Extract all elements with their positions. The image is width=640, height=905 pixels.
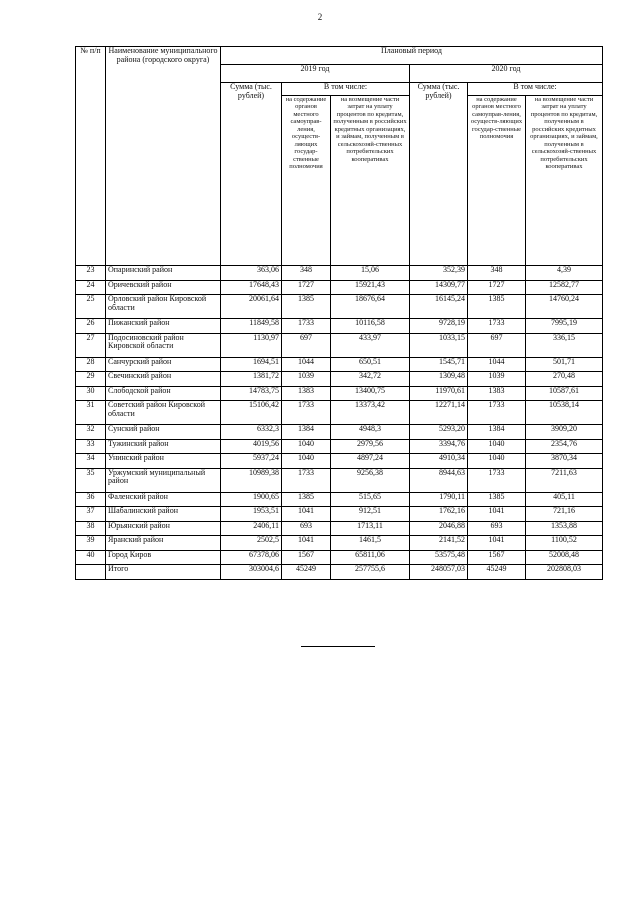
- interest-compensation-2019-cell: 342,72: [331, 372, 410, 387]
- table-row: [76, 401, 603, 425]
- sum-2019-cell: 303004,6: [221, 565, 282, 580]
- interest-compensation-2020-cell: 14760,24: [526, 295, 603, 319]
- admin-costs-2019-cell: 1385: [282, 492, 331, 507]
- interest-compensation-2019-cell: 1461,5: [331, 536, 410, 551]
- sum-2020-cell: 4910,34: [410, 454, 468, 469]
- table-row: [76, 357, 603, 372]
- row-number-cell: 23: [76, 266, 106, 281]
- district-name-cell: Подосиновский район Кировской области: [106, 333, 221, 357]
- sum-2020-cell: 1545,71: [410, 357, 468, 372]
- admin-costs-2020-cell: 1040: [468, 454, 526, 469]
- interest-compensation-2020-cell: 7211,63: [526, 468, 603, 492]
- admin-costs-2020-cell: 348: [468, 266, 526, 281]
- table-row: [76, 468, 603, 492]
- header-including-2020: В том числе:: [468, 83, 603, 96]
- sum-2020-cell: 9728,19: [410, 319, 468, 334]
- sum-2019-cell: 6332,3: [221, 425, 282, 440]
- header-year-2020: 2020 год: [410, 65, 603, 83]
- sum-2019-cell: 1694,51: [221, 357, 282, 372]
- table-row: [76, 333, 603, 357]
- table-row: [76, 266, 603, 281]
- row-number-cell: 34: [76, 454, 106, 469]
- sum-2020-cell: 5293,20: [410, 425, 468, 440]
- sum-2020-cell: 53575,48: [410, 550, 468, 565]
- interest-compensation-2019-cell: 65811,06: [331, 550, 410, 565]
- sum-2019-cell: 15106,42: [221, 401, 282, 425]
- table-row: [76, 536, 603, 551]
- table-row: [76, 454, 603, 469]
- admin-costs-2019-cell: 1041: [282, 536, 331, 551]
- table-row: [76, 319, 603, 334]
- admin-costs-2020-cell: 1385: [468, 295, 526, 319]
- sum-2019-cell: 14783,75: [221, 386, 282, 401]
- header-including-2019: В том числе:: [282, 83, 410, 96]
- header-admin-costs-2019: на содержание органов местного самоуправ-ления, осуществ-ляющих государ-ственные полномочия: [282, 96, 331, 266]
- interest-compensation-2019-cell: 13400,75: [331, 386, 410, 401]
- interest-compensation-2020-cell: 3870,34: [526, 454, 603, 469]
- admin-costs-2019-cell: 45249: [282, 565, 331, 580]
- interest-compensation-2020-cell: 3909,20: [526, 425, 603, 440]
- admin-costs-2019-cell: 1385: [282, 295, 331, 319]
- admin-costs-2020-cell: 1567: [468, 550, 526, 565]
- admin-costs-2020-cell: 697: [468, 333, 526, 357]
- sum-2019-cell: 4019,56: [221, 439, 282, 454]
- admin-costs-2019-cell: 693: [282, 521, 331, 536]
- table-row: [76, 425, 603, 440]
- header-interest-compensation-2020: на возмещение части затрат на уплату процентов по кредитам, полученным в российских кредитных организациях, и займам, полученным в сельскохозяй-ственных потребительских кооперативах: [526, 96, 603, 266]
- row-number-cell: 33: [76, 439, 106, 454]
- table-row: [76, 521, 603, 536]
- interest-compensation-2019-cell: 15921,43: [331, 280, 410, 295]
- table-row: [76, 386, 603, 401]
- sum-2019-cell: 363,06: [221, 266, 282, 281]
- row-number-cell: 39: [76, 536, 106, 551]
- sum-2019-cell: 2406,11: [221, 521, 282, 536]
- district-name-cell: Опаринский район: [106, 266, 221, 281]
- table-row: [76, 507, 603, 522]
- row-number-cell: 25: [76, 295, 106, 319]
- interest-compensation-2019-cell: 15,06: [331, 266, 410, 281]
- admin-costs-2020-cell: 1039: [468, 372, 526, 387]
- sum-2019-cell: 17648,43: [221, 280, 282, 295]
- district-name-cell: Тужинский район: [106, 439, 221, 454]
- sum-2020-cell: 248057,03: [410, 565, 468, 580]
- row-number-cell: 37: [76, 507, 106, 522]
- table-row: [76, 565, 603, 580]
- admin-costs-2019-cell: 1383: [282, 386, 331, 401]
- row-number-cell: 30: [76, 386, 106, 401]
- sum-2019-cell: 11849,58: [221, 319, 282, 334]
- interest-compensation-2019-cell: 10116,58: [331, 319, 410, 334]
- sum-2019-cell: 5937,24: [221, 454, 282, 469]
- table-row: [76, 280, 603, 295]
- sum-2020-cell: 1309,48: [410, 372, 468, 387]
- sum-2020-cell: 11970,61: [410, 386, 468, 401]
- admin-costs-2020-cell: 1733: [468, 401, 526, 425]
- admin-costs-2019-cell: 1384: [282, 425, 331, 440]
- row-number-cell: 27: [76, 333, 106, 357]
- interest-compensation-2019-cell: 9256,38: [331, 468, 410, 492]
- row-number-cell: 26: [76, 319, 106, 334]
- sum-2019-cell: 1381,72: [221, 372, 282, 387]
- interest-compensation-2020-cell: 10587,61: [526, 386, 603, 401]
- row-number-cell: [76, 565, 106, 580]
- interest-compensation-2019-cell: 13373,42: [331, 401, 410, 425]
- admin-costs-2020-cell: 1044: [468, 357, 526, 372]
- table-row: [76, 439, 603, 454]
- interest-compensation-2020-cell: 336,15: [526, 333, 603, 357]
- sum-2020-cell: 2046,88: [410, 521, 468, 536]
- header-planned-period: Плановый период: [221, 47, 603, 65]
- interest-compensation-2020-cell: 2354,76: [526, 439, 603, 454]
- row-number-cell: 38: [76, 521, 106, 536]
- page-number: 2: [317, 12, 323, 22]
- admin-costs-2019-cell: 1044: [282, 357, 331, 372]
- admin-costs-2020-cell: 1041: [468, 507, 526, 522]
- interest-compensation-2019-cell: 4948,3: [331, 425, 410, 440]
- admin-costs-2020-cell: 693: [468, 521, 526, 536]
- interest-compensation-2019-cell: 18676,64: [331, 295, 410, 319]
- district-name-cell: Юрьянский район: [106, 521, 221, 536]
- district-name-cell: Санчурский район: [106, 357, 221, 372]
- row-number-cell: 29: [76, 372, 106, 387]
- district-name-cell: Яранский район: [106, 536, 221, 551]
- sum-2019-cell: 2502,5: [221, 536, 282, 551]
- header-sum-2020: Сумма (тыс. рублей): [410, 83, 468, 266]
- table-body: [76, 266, 603, 580]
- sum-2020-cell: 352,39: [410, 266, 468, 281]
- admin-costs-2020-cell: 1041: [468, 536, 526, 551]
- header-admin-costs-2020: на содержание органов местного самоуправ-ления, осуществ-ляющих государ-ственные полномочия: [468, 96, 526, 266]
- district-name-cell: Советский район Кировской области: [106, 401, 221, 425]
- interest-compensation-2020-cell: 52008,48: [526, 550, 603, 565]
- admin-costs-2019-cell: 1039: [282, 372, 331, 387]
- table-row: [76, 492, 603, 507]
- admin-costs-2019-cell: 348: [282, 266, 331, 281]
- interest-compensation-2020-cell: 405,11: [526, 492, 603, 507]
- district-name-cell: Сунский район: [106, 425, 221, 440]
- row-number-cell: 28: [76, 357, 106, 372]
- admin-costs-2019-cell: 1040: [282, 439, 331, 454]
- interest-compensation-2020-cell: 270,48: [526, 372, 603, 387]
- sum-2020-cell: 8944,63: [410, 468, 468, 492]
- admin-costs-2020-cell: 1385: [468, 492, 526, 507]
- sum-2020-cell: 1033,15: [410, 333, 468, 357]
- interest-compensation-2019-cell: 2979,56: [331, 439, 410, 454]
- interest-compensation-2020-cell: 12582,77: [526, 280, 603, 295]
- district-name-cell: Свечинский район: [106, 372, 221, 387]
- interest-compensation-2020-cell: 7995,19: [526, 319, 603, 334]
- row-number-cell: 24: [76, 280, 106, 295]
- header-district-name: Наименование муниципального района (городского округа): [106, 47, 221, 266]
- admin-costs-2019-cell: 697: [282, 333, 331, 357]
- sum-2020-cell: 3394,76: [410, 439, 468, 454]
- admin-costs-2019-cell: 1567: [282, 550, 331, 565]
- table-row: [76, 372, 603, 387]
- header-sum-2019: Сумма (тыс. рублей): [221, 83, 282, 266]
- admin-costs-2020-cell: 1733: [468, 319, 526, 334]
- district-name-cell: Город Киров: [106, 550, 221, 565]
- interest-compensation-2019-cell: 515,65: [331, 492, 410, 507]
- row-number-cell: 36: [76, 492, 106, 507]
- row-number-cell: 31: [76, 401, 106, 425]
- district-name-cell: Пижанский район: [106, 319, 221, 334]
- sum-2019-cell: 67378,06: [221, 550, 282, 565]
- sum-2019-cell: 10989,38: [221, 468, 282, 492]
- district-name-cell: Унинский район: [106, 454, 221, 469]
- row-number-cell: 32: [76, 425, 106, 440]
- interest-compensation-2019-cell: 912,51: [331, 507, 410, 522]
- admin-costs-2019-cell: 1041: [282, 507, 331, 522]
- admin-costs-2020-cell: 1040: [468, 439, 526, 454]
- admin-costs-2019-cell: 1733: [282, 319, 331, 334]
- sum-2020-cell: 12271,14: [410, 401, 468, 425]
- row-number-cell: 40: [76, 550, 106, 565]
- admin-costs-2020-cell: 1383: [468, 386, 526, 401]
- admin-costs-2020-cell: 45249: [468, 565, 526, 580]
- admin-costs-2019-cell: 1040: [282, 454, 331, 469]
- header-year-2019: 2019 год: [221, 65, 410, 83]
- row-number-cell: 35: [76, 468, 106, 492]
- interest-compensation-2020-cell: 1100,52: [526, 536, 603, 551]
- interest-compensation-2020-cell: 202808,03: [526, 565, 603, 580]
- table-row: [76, 295, 603, 319]
- admin-costs-2020-cell: 1733: [468, 468, 526, 492]
- sum-2020-cell: 14309,77: [410, 280, 468, 295]
- interest-compensation-2020-cell: 4,39: [526, 266, 603, 281]
- table-row: [76, 550, 603, 565]
- admin-costs-2019-cell: 1727: [282, 280, 331, 295]
- district-name-cell: Итого: [106, 565, 221, 580]
- interest-compensation-2020-cell: 1353,88: [526, 521, 603, 536]
- interest-compensation-2020-cell: 501,71: [526, 357, 603, 372]
- interest-compensation-2020-cell: 721,16: [526, 507, 603, 522]
- district-name-cell: Слободской район: [106, 386, 221, 401]
- interest-compensation-2019-cell: 433,97: [331, 333, 410, 357]
- district-name-cell: Шабалинский район: [106, 507, 221, 522]
- sum-2020-cell: 2141,52: [410, 536, 468, 551]
- sum-2019-cell: 1130,97: [221, 333, 282, 357]
- sum-2019-cell: 1900,65: [221, 492, 282, 507]
- admin-costs-2019-cell: 1733: [282, 401, 331, 425]
- interest-compensation-2019-cell: 4897,24: [331, 454, 410, 469]
- district-name-cell: Уржумский муниципальный район: [106, 468, 221, 492]
- district-name-cell: Оричевский район: [106, 280, 221, 295]
- admin-costs-2020-cell: 1384: [468, 425, 526, 440]
- interest-compensation-2019-cell: 257755,6: [331, 565, 410, 580]
- header-number: № п/п: [76, 47, 106, 266]
- sum-2020-cell: 1762,16: [410, 507, 468, 522]
- interest-compensation-2020-cell: 10538,14: [526, 401, 603, 425]
- sum-2020-cell: 16145,24: [410, 295, 468, 319]
- header-interest-compensation-2019: на возмещение части затрат на уплату процентов по кредитам, полученным в российских кредитных организациях, и займам, полученным в сельскохозяй-ственных потребительских кооперативах: [331, 96, 410, 266]
- budget-table: [75, 46, 603, 580]
- district-name-cell: Фаленский район: [106, 492, 221, 507]
- admin-costs-2019-cell: 1733: [282, 468, 331, 492]
- sum-2020-cell: 1790,11: [410, 492, 468, 507]
- sum-2019-cell: 20061,64: [221, 295, 282, 319]
- footer-separator-line: [301, 646, 375, 647]
- sum-2019-cell: 1953,51: [221, 507, 282, 522]
- interest-compensation-2019-cell: 650,51: [331, 357, 410, 372]
- admin-costs-2020-cell: 1727: [468, 280, 526, 295]
- interest-compensation-2019-cell: 1713,11: [331, 521, 410, 536]
- district-name-cell: Орловский район Кировской области: [106, 295, 221, 319]
